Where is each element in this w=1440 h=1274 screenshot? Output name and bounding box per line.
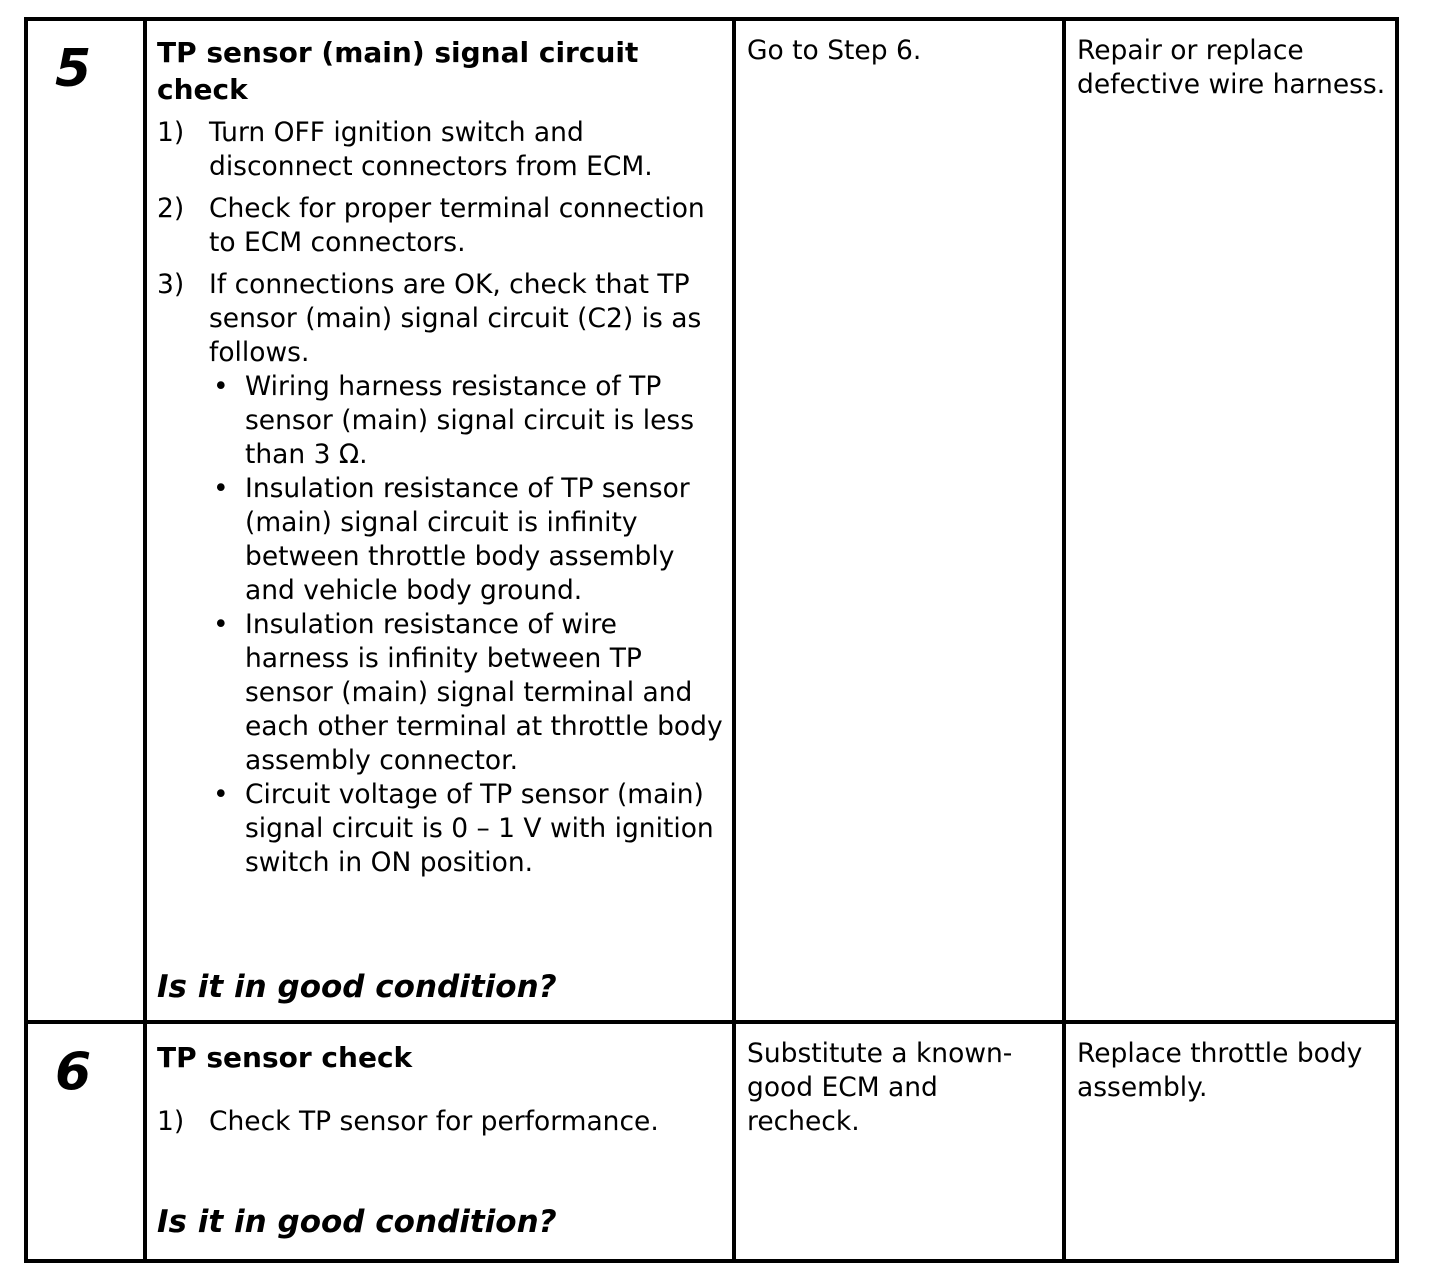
bullet-icon: •	[213, 779, 229, 810]
step-number: 5	[55, 39, 92, 99]
step-description-cell	[145, 19, 734, 1022]
step-question: Is it in good condition?	[157, 969, 557, 1005]
no-action: Replace throttle body assembly.	[1077, 1038, 1363, 1103]
bullet-item: • Insulation resistance of TP sensor (main) signal circuit is infinity between throttle body assembly and vehicle body ground.	[157, 472, 724, 608]
list-item: 2) Check for proper terminal connection to ECM connectors.	[157, 193, 705, 258]
step-description-cell	[145, 1022, 734, 1261]
yes-action-cell	[734, 19, 1064, 1022]
step-number: 6	[55, 1042, 92, 1102]
yes-action: Go to Step 6.	[747, 35, 922, 66]
list-item: 3) If connections are OK, check that TP sensor (main) signal circuit (C2) is as follows.	[157, 269, 702, 368]
yes-action-cell	[734, 1022, 1064, 1261]
step-title: TP sensor check	[157, 1041, 413, 1074]
bullet-item: • Circuit voltage of TP sensor (main) signal circuit is 0 – 1 V with ignition switch in ON position.	[157, 778, 724, 880]
bullet-icon: •	[213, 473, 229, 504]
diagnostic-table	[24, 17, 1399, 1263]
no-action-cell	[1064, 19, 1397, 1022]
table-row	[26, 1022, 1397, 1261]
no-action-cell	[1064, 1022, 1397, 1261]
list-item: 1) Check TP sensor for performance.	[157, 1106, 659, 1137]
step-number-cell	[26, 1022, 145, 1261]
step-number-cell	[26, 19, 145, 1022]
list-item: 1) Turn OFF ignition switch and disconnect connectors from ECM.	[157, 117, 653, 182]
bullet-icon: •	[213, 371, 229, 402]
bullet-item: • Insulation resistance of wire harness is infinity between TP sensor (main) signal terminal and each other terminal at throttle body assembly connector.	[157, 608, 724, 778]
bullet-item: • Wiring harness resistance of TP sensor (main) signal circuit is less than 3 Ω.	[157, 370, 724, 472]
table-row	[26, 19, 1397, 1022]
bullet-icon: •	[213, 609, 229, 640]
no-action: Repair or replace defective wire harness.	[1077, 35, 1386, 100]
yes-action: Substitute a known-good ECM and recheck.	[747, 1038, 1013, 1137]
step-title: TP sensor (main) signal circuit check	[157, 36, 639, 106]
step-question: Is it in good condition?	[157, 1204, 557, 1240]
